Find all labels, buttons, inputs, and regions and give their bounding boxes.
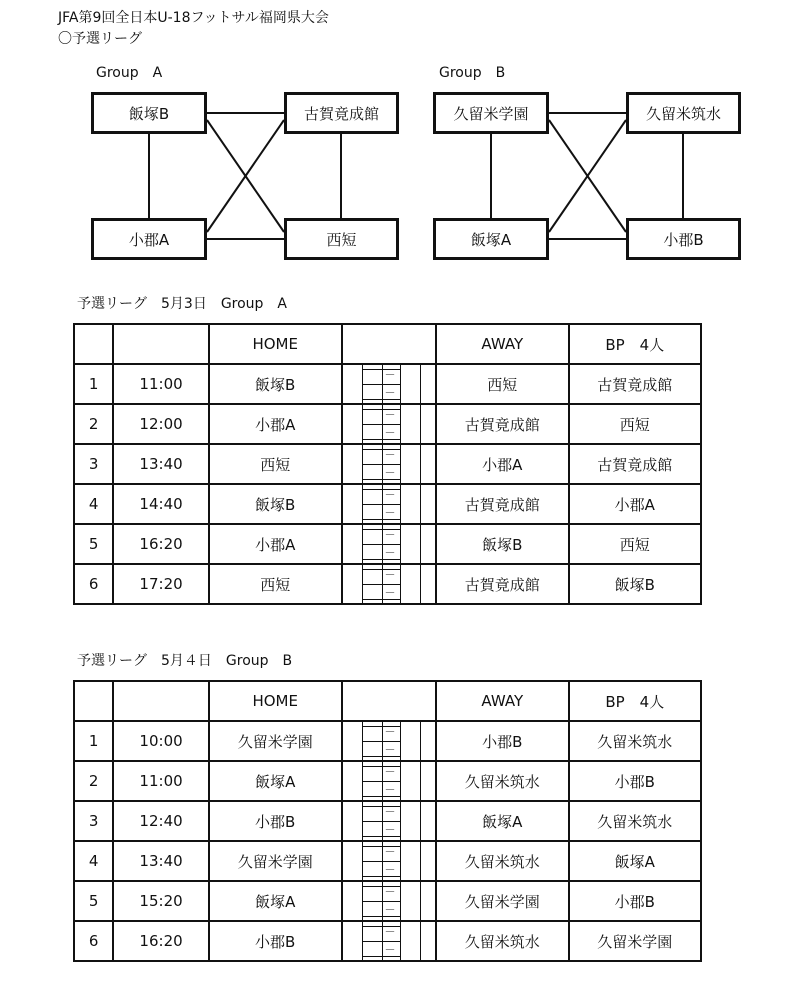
score-dash-top: －: [384, 885, 396, 898]
score-cell: [342, 444, 436, 484]
group-b-team-2: 久留米筑水: [626, 92, 741, 134]
score-box: [343, 802, 435, 840]
match-number: 2: [74, 761, 113, 801]
table-row: [74, 921, 701, 961]
score-cell: [342, 801, 436, 841]
match-time: 11:00: [113, 761, 209, 801]
match-number: 4: [74, 841, 113, 881]
score-dash-top: －: [384, 725, 396, 738]
away-team: 古賀竟成館: [436, 484, 569, 524]
header-home: HOME: [209, 681, 342, 721]
bp-team: 古賀竟成館: [569, 444, 701, 484]
page-subtitle: 〇予選リーグ: [58, 31, 142, 47]
score-dash-top: －: [384, 845, 396, 858]
home-team: 小郡B: [209, 801, 342, 841]
away-team: 久留米筑水: [436, 921, 569, 961]
table-row: [74, 404, 701, 444]
score-dash-top: －: [384, 805, 396, 818]
home-team: 西短: [209, 564, 342, 604]
schedule-a-table: [73, 323, 702, 605]
home-team: 小郡A: [209, 524, 342, 564]
score-dash-top: －: [384, 925, 396, 938]
score-dash-top: －: [384, 448, 396, 461]
score-cell: [342, 761, 436, 801]
header-away: AWAY: [436, 324, 569, 364]
away-team: 飯塚A: [436, 801, 569, 841]
group-b-team-4: 小郡B: [626, 218, 741, 260]
match-number: 3: [74, 801, 113, 841]
match-time: 12:40: [113, 801, 209, 841]
away-team: 久留米筑水: [436, 841, 569, 881]
score-dash-bottom: －: [384, 903, 396, 916]
match-time: 14:40: [113, 484, 209, 524]
group-b-team-3: 飯塚A: [433, 218, 549, 260]
match-time: 10:00: [113, 721, 209, 761]
group-a-label: Group A: [96, 65, 163, 81]
table-row: [74, 484, 701, 524]
score-cell: [342, 484, 436, 524]
table-header-row: [74, 681, 701, 721]
score-box: [343, 485, 435, 523]
score-box: [343, 565, 435, 603]
home-team: 飯塚A: [209, 761, 342, 801]
match-time: 13:40: [113, 841, 209, 881]
score-box: [343, 762, 435, 800]
table-row: [74, 564, 701, 604]
group-b-label: Group B: [439, 65, 506, 81]
match-time: 13:40: [113, 444, 209, 484]
match-number: 3: [74, 444, 113, 484]
schedule-a-title: 予選リーグ 5月3日 Group A: [77, 296, 288, 312]
match-time: 12:00: [113, 404, 209, 444]
match-number: 5: [74, 881, 113, 921]
bp-team: 小郡B: [569, 881, 701, 921]
home-team: 久留米学園: [209, 841, 342, 881]
schedule-b-table: [73, 680, 702, 962]
score-dash-bottom: －: [384, 546, 396, 559]
match-time: 16:20: [113, 524, 209, 564]
header-home: HOME: [209, 324, 342, 364]
bp-team: 古賀竟成館: [569, 364, 701, 404]
bp-team: 西短: [569, 524, 701, 564]
score-dash-top: －: [384, 528, 396, 541]
away-team: 小郡B: [436, 721, 569, 761]
score-dash-bottom: －: [384, 426, 396, 439]
score-dash-top: －: [384, 368, 396, 381]
score-dash-top: －: [384, 568, 396, 581]
table-row: [74, 801, 701, 841]
home-team: 飯塚B: [209, 484, 342, 524]
match-number: 5: [74, 524, 113, 564]
home-team: 飯塚A: [209, 881, 342, 921]
header-time: [113, 324, 209, 364]
score-dash-bottom: －: [384, 506, 396, 519]
score-cell: [342, 881, 436, 921]
score-dash-bottom: －: [384, 386, 396, 399]
score-dash-bottom: －: [384, 823, 396, 836]
table-row: [74, 841, 701, 881]
bp-team: 西短: [569, 404, 701, 444]
score-box: [343, 445, 435, 483]
header-no: [74, 324, 113, 364]
group-a-team-2: 古賀竟成館: [284, 92, 399, 134]
match-number: 4: [74, 484, 113, 524]
score-cell: [342, 841, 436, 881]
home-team: 久留米学園: [209, 721, 342, 761]
header-bp: BP 4人: [569, 324, 701, 364]
match-number: 2: [74, 404, 113, 444]
score-box: [343, 922, 435, 960]
score-dash-bottom: －: [384, 943, 396, 956]
group-a-team-3: 小郡A: [91, 218, 207, 260]
match-number: 1: [74, 364, 113, 404]
bp-team: 飯塚A: [569, 841, 701, 881]
header-score: [342, 681, 436, 721]
score-dash-bottom: －: [384, 863, 396, 876]
header-time: [113, 681, 209, 721]
match-time: 17:20: [113, 564, 209, 604]
bp-team: 小郡B: [569, 761, 701, 801]
home-team: 飯塚B: [209, 364, 342, 404]
score-box: [343, 842, 435, 880]
group-a-team-1: 飯塚B: [91, 92, 207, 134]
score-box: [343, 882, 435, 920]
table-row: [74, 524, 701, 564]
header-bp: BP 4人: [569, 681, 701, 721]
table-row: [74, 881, 701, 921]
home-team: 小郡A: [209, 404, 342, 444]
away-team: 古賀竟成館: [436, 564, 569, 604]
table-row: [74, 761, 701, 801]
schedule-b-title: 予選リーグ 5月４日 Group B: [77, 653, 293, 669]
away-team: 西短: [436, 364, 569, 404]
score-dash-bottom: －: [384, 466, 396, 479]
score-dash-top: －: [384, 765, 396, 778]
header-no: [74, 681, 113, 721]
match-number: 6: [74, 921, 113, 961]
match-time: 11:00: [113, 364, 209, 404]
home-team: 西短: [209, 444, 342, 484]
score-dash-top: －: [384, 408, 396, 421]
score-box: [343, 722, 435, 760]
group-b-team-1: 久留米学園: [433, 92, 549, 134]
score-dash-bottom: －: [384, 743, 396, 756]
score-box: [343, 405, 435, 443]
bp-team: 久留米筑水: [569, 801, 701, 841]
bp-team: 小郡A: [569, 484, 701, 524]
score-box: [343, 365, 435, 403]
away-team: 久留米筑水: [436, 761, 569, 801]
match-time: 15:20: [113, 881, 209, 921]
page-title: JFA第9回全日本U-18フットサル福岡県大会: [58, 10, 329, 26]
away-team: 飯塚B: [436, 524, 569, 564]
match-number: 1: [74, 721, 113, 761]
score-dash-bottom: －: [384, 586, 396, 599]
bp-team: 久留米学園: [569, 921, 701, 961]
score-dash-bottom: －: [384, 783, 396, 796]
score-cell: [342, 721, 436, 761]
away-team: 小郡A: [436, 444, 569, 484]
away-team: 久留米学園: [436, 881, 569, 921]
table-header-row: [74, 324, 701, 364]
score-dash-top: －: [384, 488, 396, 501]
score-cell: [342, 404, 436, 444]
table-row: [74, 364, 701, 404]
score-cell: [342, 921, 436, 961]
group-a-team-4: 西短: [284, 218, 399, 260]
table-row: [74, 444, 701, 484]
home-team: 小郡B: [209, 921, 342, 961]
score-box: [343, 525, 435, 563]
score-cell: [342, 524, 436, 564]
header-score: [342, 324, 436, 364]
score-cell: [342, 564, 436, 604]
score-cell: [342, 364, 436, 404]
header-away: AWAY: [436, 681, 569, 721]
table-row: [74, 721, 701, 761]
match-number: 6: [74, 564, 113, 604]
match-time: 16:20: [113, 921, 209, 961]
bp-team: 飯塚B: [569, 564, 701, 604]
away-team: 古賀竟成館: [436, 404, 569, 444]
bp-team: 久留米筑水: [569, 721, 701, 761]
